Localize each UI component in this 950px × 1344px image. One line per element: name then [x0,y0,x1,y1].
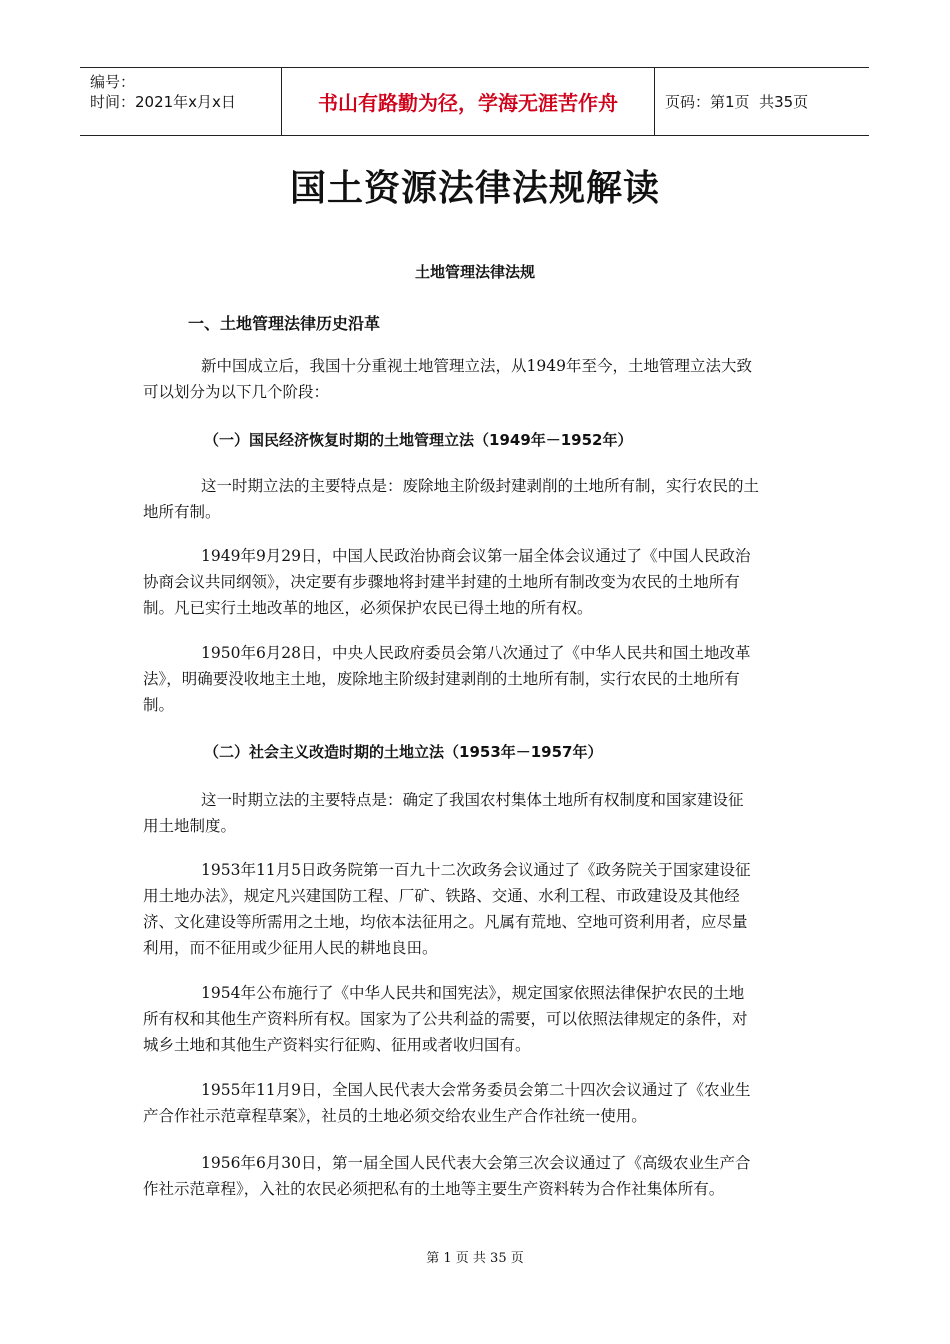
paragraph-line: 这一时期立法的主要特点是：废除地主阶级封建剥削的土地所有制，实行农民的土 [201,477,760,495]
page-info-cell [655,68,869,135]
paragraph-line: 1955年11月9日，全国人民代表大会常务委员会第二十四次会议通过了《农业生 [201,1081,751,1099]
paragraph-5 [143,787,813,839]
paragraph-line: 新中国成立后，我国十分重视土地管理立法，从1949年至今，土地管理立法大致 [201,357,752,375]
paragraph-line: 用土地办法》，规定凡兴建国防工程、厂矿、铁路、交通、水利工程、市政建设及其他经 [143,887,740,905]
paragraph-2 [143,473,813,525]
paragraph-line: 利用，而不征用或少征用人民的耕地良田。 [143,939,438,957]
paragraph-line: 制。凡已实行土地改革的地区，必须保护农民已得土地的所有权。 [143,599,593,617]
paragraph-line: 用土地制度。 [143,817,237,835]
time-label: 时间：2021年x月x日 [90,93,236,111]
paragraph-line: 地所有制。 [143,503,221,521]
number-label: 编号： [90,73,136,91]
document-subtitle: 土地管理法律法规 [414,263,535,281]
motto: 书山有路勤为径，学海无涯苦作舟 [281,68,655,135]
paragraph-line: 1953年11月5日政务院第一百九十二次政务会议通过了《政务院关于国家建设征 [201,861,751,879]
subsection-heading-2: （二）社会主义改造时期的土地立法（1953年－1957年） [204,743,603,761]
subsection-heading-1: （一）国民经济恢复时期的土地管理立法（1949年－1952年） [204,431,633,449]
page-footer: 第 1 页 共 35 页 [426,1251,524,1266]
paragraph-line: 法》，明确要没收地主土地，废除地主阶级封建剥削的土地所有制，实行农民的土地所有 [143,670,740,688]
paragraph-8 [143,1077,813,1129]
header-meta [80,68,281,135]
paragraph-4 [143,640,813,718]
paragraph-line: 1956年6月30日，第一届全国人民代表大会第三次会议通过了《高级农业生产合 [201,1154,751,1172]
paragraph-line: 所有权和其他生产资料所有权。国家为了公共利益的需要，可以依照法律规定的条件，对 [143,1010,748,1028]
paragraph-7 [143,980,813,1058]
document-title: 国土资源法律法规解读 [289,168,660,209]
paragraph-line: 1950年6月28日，中央人民政府委员会第八次通过了《中华人民共和国土地改革 [201,644,751,662]
paragraph-9 [143,1150,813,1202]
section-heading-1: 一、土地管理法律历史沿革 [188,314,381,333]
paragraph-line: 1949年9月29日，中国人民政治协商会议第一届全体会议通过了《中国人民政治 [201,547,751,565]
paragraph-6 [143,857,813,961]
paragraph-line: 可以划分为以下几个阶段： [143,383,330,401]
paragraph-3 [143,543,813,621]
page-info: 页码：第1页 共35页 [665,93,809,111]
paragraph-line: 产合作社示范章程草案》，社员的土地必须交给农业生产合作社统一使用。 [143,1107,647,1125]
paragraph-line: 作社示范章程》，入社的农民必须把私有的土地等主要生产资料转为合作社集体所有。 [143,1180,725,1198]
paragraph-line: 济、文化建设等所需用之土地，均依本法征用之。凡属有荒地、空地可资利用者，应尽量 [143,913,748,931]
paragraph-line: 1954年公布施行了《中华人民共和国宪法》，规定国家依照法律保护农民的土地 [201,984,745,1002]
paragraph-line: 这一时期立法的主要特点是：确定了我国农村集体土地所有权制度和国家建设征 [201,791,744,809]
paragraph-line: 制。 [143,696,175,714]
paragraph-line: 协商会议共同纲领》，决定要有步骤地将封建半封建的土地所有制改变为农民的土地所有 [143,573,740,591]
header-table [80,67,869,136]
paragraph-1 [143,353,813,405]
paragraph-line: 城乡土地和其他生产资料实行征购、征用或者收归国有。 [143,1036,531,1054]
